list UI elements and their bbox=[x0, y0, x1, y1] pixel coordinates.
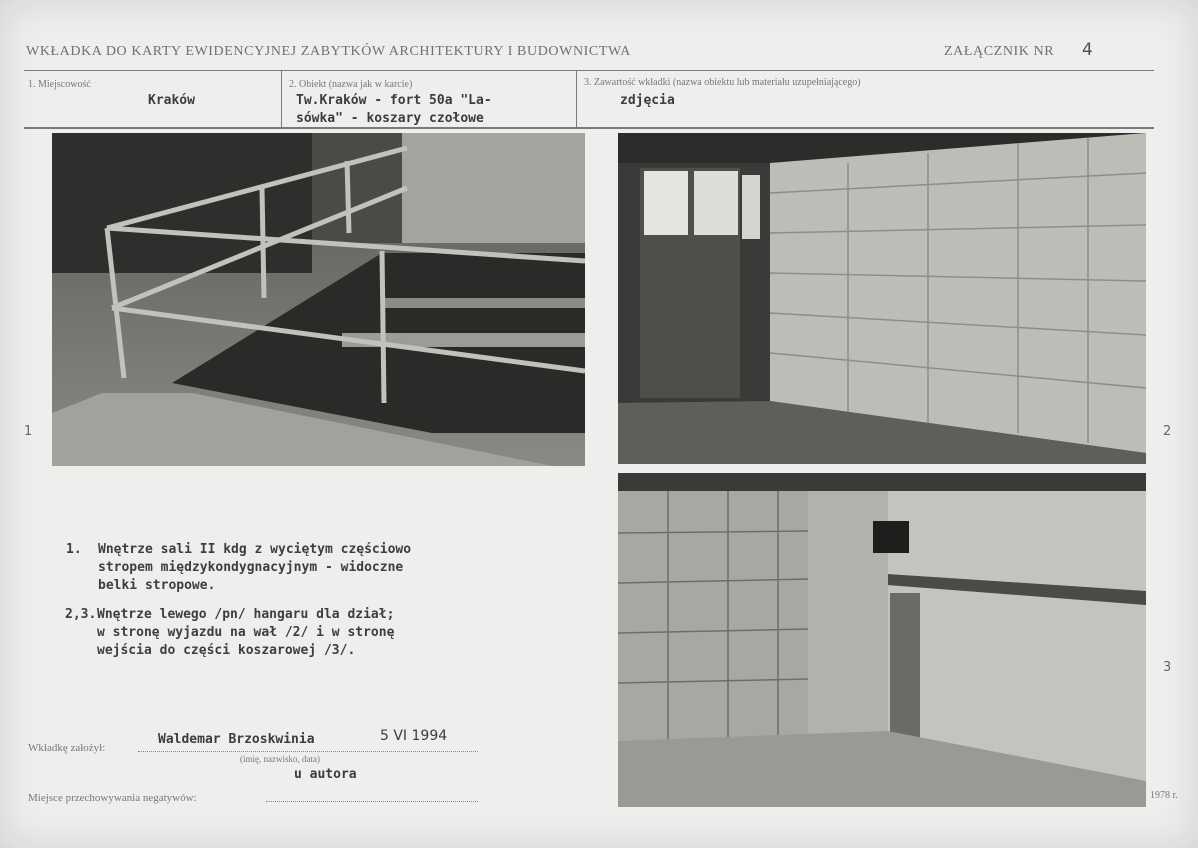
photo-1 bbox=[52, 133, 585, 466]
photo-3-number: 3 bbox=[1163, 660, 1172, 675]
object-value-line1: Tw.Kraków - fort 50a "La- bbox=[296, 93, 492, 108]
description-number: 1. bbox=[66, 542, 82, 557]
locality-label: 1. Miejscowość bbox=[28, 79, 91, 90]
photo-1-railing-image bbox=[52, 133, 585, 466]
description-number: 2,3. bbox=[65, 607, 97, 622]
photo-2-number: 2 bbox=[1163, 424, 1172, 439]
field-divider-1 bbox=[281, 70, 282, 128]
photo-descriptions bbox=[66, 541, 411, 671]
header-rule-top bbox=[24, 70, 1154, 71]
negatives-line bbox=[266, 801, 478, 802]
description-line: stropem międzykondygnacyjnym - widoczne bbox=[98, 560, 404, 575]
description-line: belki stropowe. bbox=[98, 578, 216, 593]
author-hint: (imię, nazwisko, data) bbox=[240, 754, 320, 764]
description-item-2 bbox=[66, 606, 411, 660]
author-name: Waldemar Brzoskwinia bbox=[158, 732, 315, 747]
locality-value: Kraków bbox=[148, 93, 195, 108]
object-value-line2: sówka" - koszary czołowe bbox=[296, 111, 484, 126]
description-line: wejścia do części koszarowej /3/. bbox=[97, 643, 356, 658]
description-item-1 bbox=[66, 541, 411, 595]
negatives-label: Miejsce przechowywania negatywów: bbox=[28, 792, 197, 804]
author-label: Wkładkę założył: bbox=[28, 742, 106, 754]
photo-1-number: 1 bbox=[24, 424, 33, 439]
card-title: WKŁADKA DO KARTY EWIDENCYJNEJ ZABYTKÓW ARCHITEKTURY I BUDOWNICTWA bbox=[26, 44, 631, 59]
print-year: 1978 r. bbox=[1150, 790, 1178, 801]
photo-3 bbox=[618, 473, 1146, 807]
content-label: 3. Zawartość wkładki (nazwa obiektu lub materiału uzupełniającego) bbox=[584, 77, 861, 88]
description-line: Wnętrze sali II kdg z wyciętym częściowo bbox=[98, 542, 412, 557]
description-text bbox=[98, 541, 411, 595]
photo-2-door-wall-image bbox=[618, 133, 1146, 464]
object-label: 2. Obiekt (nazwa jak w karcie) bbox=[289, 79, 413, 90]
author-date: 5 VI 1994 bbox=[380, 728, 448, 744]
author-line bbox=[138, 751, 478, 752]
negatives-location: u autora bbox=[294, 767, 357, 782]
photo-2 bbox=[618, 133, 1146, 464]
header-rule-bottom bbox=[24, 127, 1154, 129]
description-line: w stronę wyjazdu na wał /2/ i w stronę bbox=[97, 625, 395, 640]
annex-number: 4 bbox=[1082, 40, 1093, 60]
description-text bbox=[97, 606, 394, 660]
field-divider-2 bbox=[576, 70, 577, 128]
photo-3-corner-pipe-image bbox=[618, 473, 1146, 807]
content-value: zdjęcia bbox=[620, 93, 675, 108]
description-line: Wnętrze lewego /pn/ hangaru dla dział; bbox=[97, 607, 395, 622]
annex-label: ZAŁĄCZNIK NR bbox=[944, 44, 1055, 59]
